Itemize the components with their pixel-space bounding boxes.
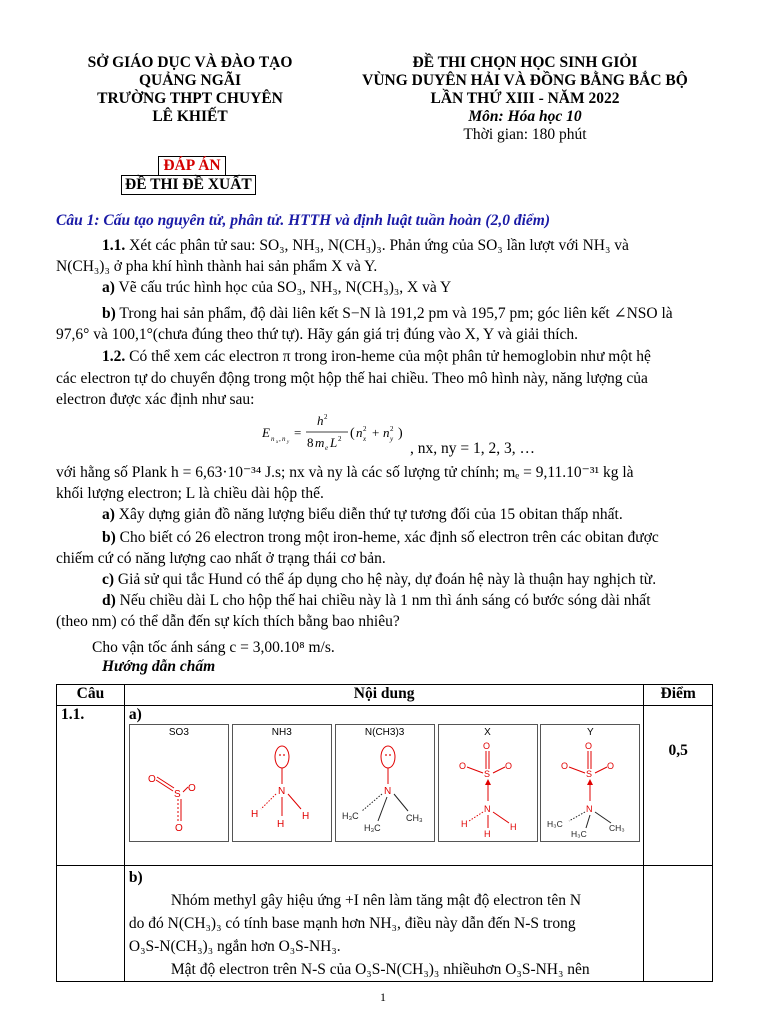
row2-line-2: do đó N(CH₃)₃ có tính base mạnh hơn NH₃, điều này dẫn đến N-S trong xyxy=(128,915,576,932)
svg-text:O: O xyxy=(607,761,615,771)
y-structure-image xyxy=(541,739,639,839)
molecule-nme3 xyxy=(335,724,435,842)
question-1-title: Câu 1: Cấu tạo nguyên tử, phân tử. HTTH và định luật tuần hoàn (2,0 điểm) xyxy=(56,212,550,229)
col-header-score: Điểm xyxy=(644,685,713,706)
molecule-nh3-label: NH3 xyxy=(271,727,292,738)
row1-score: 0,5 xyxy=(644,706,713,866)
constants-line-2: khối lượng electron; L là chiều dài hộp thế. xyxy=(56,485,324,502)
q11-a-text: Vẽ cấu trúc hình học của SO₃, NH₃, N(CH₃)₃, X và Y xyxy=(118,279,452,296)
table-header-row xyxy=(57,685,713,706)
q12-part-d xyxy=(56,590,712,611)
answer-label: ĐÁP ÁN xyxy=(158,156,225,176)
q12-text-2: các electron tự do chuyển động trong một hộp thế hai chiều. Theo mô hình này, năng lượng của xyxy=(56,370,648,387)
svg-text:CH₃: CH₃ xyxy=(405,813,423,823)
q12-d-text-2: (theo nm) có thể dẫn đến sự kích thích bằng bao nhiêu? xyxy=(56,613,400,630)
q11-text-1: Xét các phân tử sau: SO₃, NH₃, N(CH₃)₃. Phản ứng của SO₃ lần lượt với NH₃ và xyxy=(129,237,629,254)
svg-text:2: 2 xyxy=(390,425,394,433)
q12-part-a xyxy=(56,504,712,525)
header-right xyxy=(340,54,710,144)
svg-text:O: O xyxy=(561,761,569,771)
row2-cau xyxy=(57,866,125,982)
q11-part-a xyxy=(56,277,712,298)
svg-text:H: H xyxy=(483,829,491,839)
row2-line-3: O₃S-N(CH₃)₃ ngắn hơn O₃S-NH₃. xyxy=(128,938,341,955)
nh3-structure-image xyxy=(233,739,331,839)
q11-paragraph xyxy=(56,235,712,256)
constants-line-1: với hằng số Plank h = 6,63·10⁻³⁴ J.s; nx và ny là các số lượng tử chính; mₑ = 9,11.10⁻³¹ kg là xyxy=(56,464,634,481)
energy-formula-image xyxy=(262,410,422,454)
q11-part-b xyxy=(56,303,712,324)
row1-content xyxy=(124,706,644,866)
molecule-structures xyxy=(129,724,640,842)
svg-text:,: , xyxy=(279,435,281,443)
molecule-so3-label: SO3 xyxy=(168,727,189,738)
svg-text:x: x xyxy=(363,435,367,443)
q11-b-text: Trong hai sản phẩm, độ dài liên kết S−N là 191,2 pm và 195,7 pm; góc liên kết ∠NSO là xyxy=(119,305,673,322)
svg-text:S: S xyxy=(483,769,490,779)
row1-part-label: a) xyxy=(128,706,142,723)
molecule-y-label: Y xyxy=(587,727,594,738)
svg-text:N: N xyxy=(483,804,491,814)
q12-a-label: a) xyxy=(102,506,115,523)
svg-text:O: O xyxy=(482,741,490,751)
table-row xyxy=(57,706,713,866)
q11-a-label: a) xyxy=(102,279,115,296)
q11-number: 1.1. xyxy=(102,237,126,254)
svg-text:x: x xyxy=(276,440,279,445)
svg-text:2: 2 xyxy=(363,425,367,433)
exam-line-1: ĐỀ THI CHỌN HỌC SINH GIỎI xyxy=(412,54,638,71)
svg-text:H: H xyxy=(509,822,517,832)
svg-text:H₃C: H₃C xyxy=(547,819,564,829)
q11-b-text-2: 97,6° và 100,1°(chưa đúng theo thứ tự). Hãy gán giá trị đúng vào X, Y và giải thích. xyxy=(56,326,579,343)
molecule-y xyxy=(540,724,640,842)
table-row xyxy=(57,866,713,982)
svg-text:S: S xyxy=(586,769,593,779)
svg-text:H₃C: H₃C xyxy=(571,829,588,839)
col-header-content: Nội dung xyxy=(124,685,644,706)
energy-formula xyxy=(262,410,422,454)
molecule-so3 xyxy=(129,724,229,842)
grading-guide-title: Hướng dẫn chấm xyxy=(102,658,216,675)
svg-text:H: H xyxy=(250,809,258,820)
svg-text:H₃C: H₃C xyxy=(363,823,381,833)
svg-text:E: E xyxy=(262,425,270,440)
row1-cau: 1.1. xyxy=(57,706,125,866)
q12-c-text: Giả sử qui tắc Hund có thể áp dụng cho hệ này, dự đoán hệ này là thuận hay nghịch từ. xyxy=(117,571,657,588)
svg-text:n: n xyxy=(383,425,390,440)
svg-text:CH₃: CH₃ xyxy=(609,823,626,833)
molecule-x-label: X xyxy=(484,727,491,738)
header-left xyxy=(60,54,320,126)
org-line-4: LÊ KHIẾT xyxy=(152,108,228,125)
proposed-label: ĐỀ THI ĐỀ XUẤT xyxy=(121,175,256,195)
org-line-1: SỞ GIÁO DỤC VÀ ĐÀO TẠO xyxy=(87,54,293,71)
q12-c-label: c) xyxy=(102,571,115,588)
svg-text:n: n xyxy=(271,435,275,443)
org-line-3: TRƯỜNG THPT CHUYÊN xyxy=(97,90,283,107)
svg-text:O: O xyxy=(585,741,593,751)
svg-text:H: H xyxy=(276,819,284,830)
svg-text:2: 2 xyxy=(338,435,342,443)
svg-text:N: N xyxy=(277,786,285,797)
svg-text:O: O xyxy=(174,823,183,834)
svg-text:H: H xyxy=(301,811,309,822)
molecule-nh3 xyxy=(232,724,332,842)
light-speed: Cho vận tốc ánh sáng c = 3,00.10⁸ m/s. xyxy=(92,639,335,656)
q12-paragraph xyxy=(56,346,712,367)
svg-text:y: y xyxy=(287,440,290,445)
org-line-2: QUẢNG NGÃI xyxy=(138,72,242,89)
row2-part-label: b) xyxy=(128,869,143,886)
so3-structure-image xyxy=(130,739,228,839)
svg-text:h: h xyxy=(317,413,324,428)
svg-text:N: N xyxy=(586,804,593,814)
q12-text-3: electron được xác định như sau: xyxy=(56,391,255,408)
exam-time: Thời gian: 180 phút xyxy=(463,126,587,143)
svg-text:O: O xyxy=(187,783,196,794)
svg-text:m: m xyxy=(315,435,325,450)
x-structure-image xyxy=(439,739,537,839)
svg-text:e: e xyxy=(325,444,329,452)
svg-text:=: = xyxy=(294,425,302,440)
svg-text:O: O xyxy=(504,761,512,771)
exam-subject: Môn: Hóa học 10 xyxy=(468,108,582,125)
q12-number: 1.2. xyxy=(102,348,126,365)
svg-text:8: 8 xyxy=(307,435,314,450)
row2-score xyxy=(644,866,713,982)
grading-table xyxy=(56,684,713,982)
q12-d-label: d) xyxy=(102,592,116,609)
answer-label-block xyxy=(120,156,264,176)
exam-line-3: LẦN THỨ XIII - NĂM 2022 xyxy=(430,90,620,107)
page-number: 1 xyxy=(380,990,386,1004)
q11-b-label: b) xyxy=(102,305,116,322)
exam-line-2: VÙNG DUYÊN HẢI VÀ ĐỒNG BẰNG BẮC BỘ xyxy=(362,72,688,89)
svg-text:O: O xyxy=(458,761,466,771)
row2-content xyxy=(124,866,644,982)
q12-text-1: Có thể xem các electron π trong iron-heme của một phân tử hemoglobin như một hệ xyxy=(129,348,651,365)
svg-text:+: + xyxy=(372,425,380,440)
q12-d-text: Nếu chiều dài L cho hộp thế hai chiều này là 1 nm thì ánh sáng có bước sóng dài nhất xyxy=(119,592,651,609)
molecule-nme3-label: N(CH3)3 xyxy=(364,727,405,738)
svg-text:H: H xyxy=(460,819,468,829)
q12-part-b xyxy=(56,527,712,548)
q12-b-text-2: chiếm cứ có năng lượng cao nhất ở trạng thái cơ bản. xyxy=(56,550,386,567)
formula-tail: , nx, ny = 1, 2, 3, … xyxy=(410,440,535,457)
svg-text:L: L xyxy=(330,435,338,450)
molecule-x xyxy=(438,724,538,842)
q12-a-text: Xây dựng giản đồ năng lượng biểu diễn thứ tự tương đối của 15 obitan thấp nhất. xyxy=(118,506,623,523)
svg-text:S: S xyxy=(173,789,181,800)
q12-b-text: Cho biết có 26 electron trong một iron-heme, xác định số electron trên các obitan được xyxy=(119,529,659,546)
q11-text-2: N(CH₃)₃ ở pha khí hình thành hai sản phẩm X và Y. xyxy=(56,258,378,275)
nme3-structure-image xyxy=(336,739,434,839)
svg-text:2: 2 xyxy=(324,413,328,421)
svg-text:N: N xyxy=(383,786,391,797)
svg-text:O: O xyxy=(147,774,156,785)
q12-b-label: b) xyxy=(102,529,116,546)
q12-part-c xyxy=(56,569,712,590)
svg-text:H₃C: H₃C xyxy=(341,811,359,821)
svg-text:n: n xyxy=(282,435,286,443)
svg-text:n: n xyxy=(356,425,363,440)
col-header-cau: Câu xyxy=(57,685,125,706)
svg-text:y: y xyxy=(390,435,394,443)
svg-text:): ) xyxy=(398,426,403,441)
svg-text:(: ( xyxy=(350,426,355,441)
row2-line-1: Nhóm methyl gây hiệu ứng +I nên làm tăng mật độ electron tên N xyxy=(170,892,582,909)
row2-line-4: Mật độ electron trên N-S của O₃S-N(CH₃)₃ nhiềuhơn O₃S-NH₃ nên xyxy=(170,961,590,978)
